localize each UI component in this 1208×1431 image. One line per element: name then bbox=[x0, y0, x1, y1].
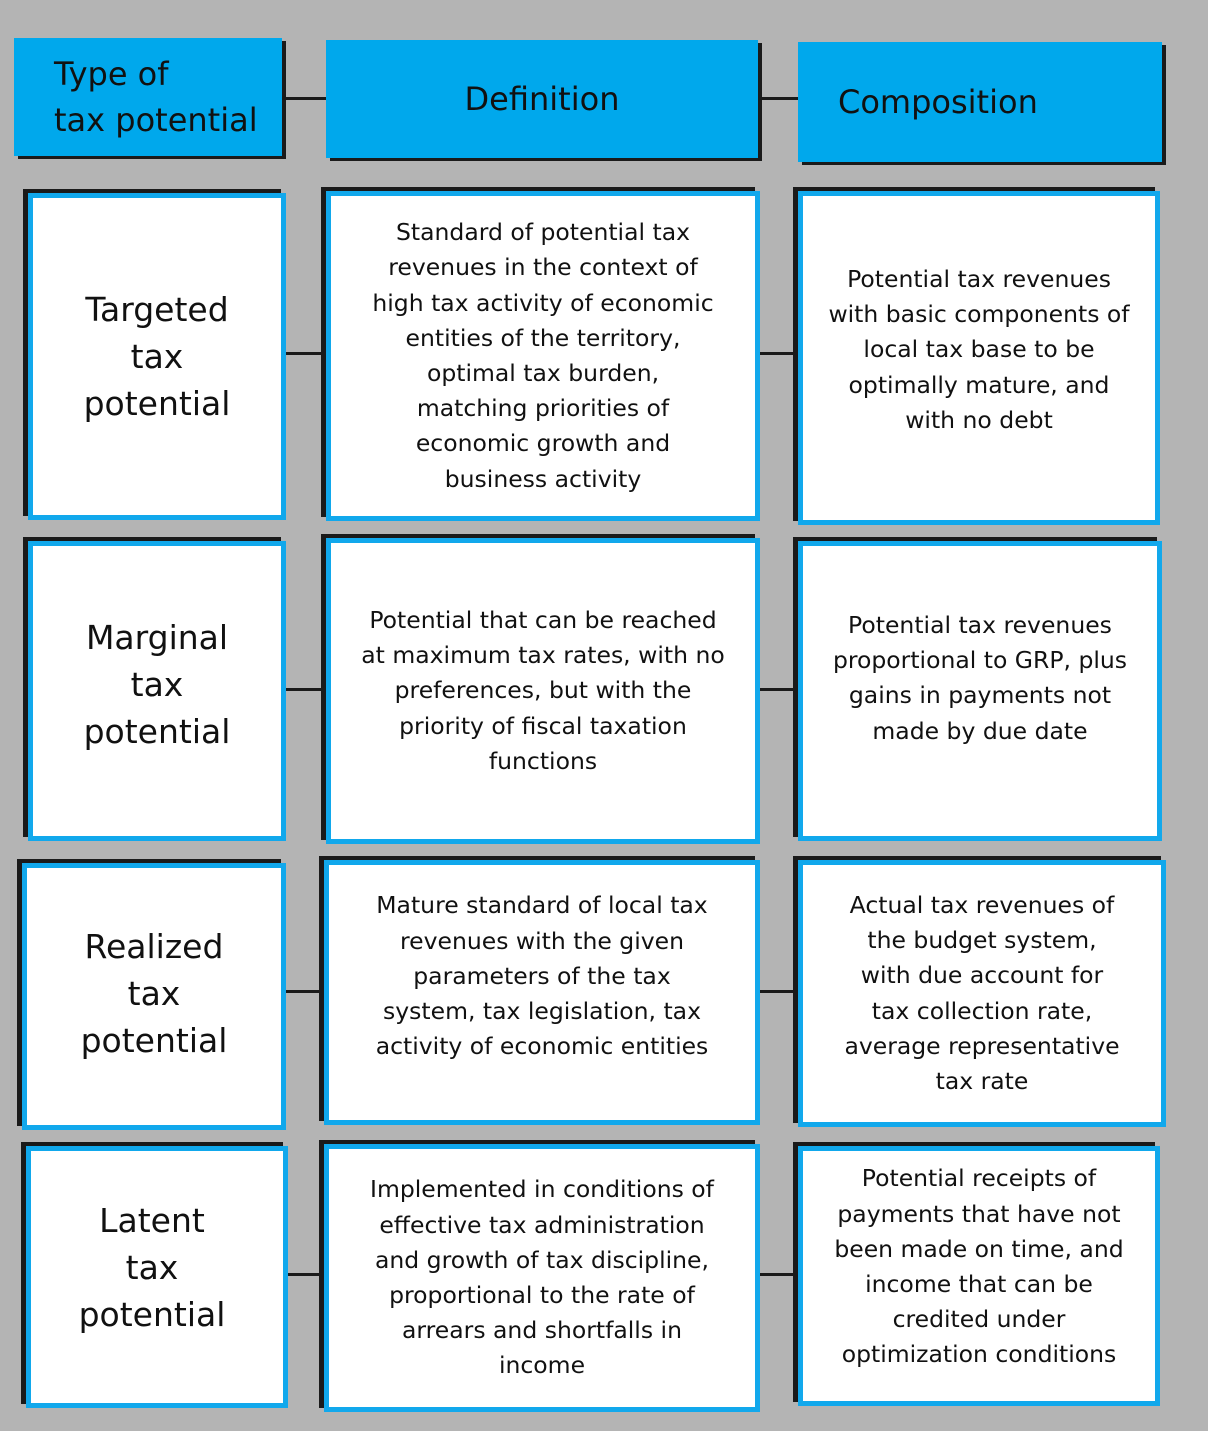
row-targeted-type bbox=[28, 193, 286, 520]
row-marginal-composition-text: Potential tax revenues proportional to GRP, plus gains in payments not made by due date bbox=[832, 611, 1128, 745]
row-marginal-type-label: Marginal tax potential bbox=[83, 617, 231, 751]
row-targeted-composition-text: Potential tax revenues with basic components of local tax base to be optimally mature, and with no debt bbox=[828, 265, 1130, 434]
row-realized-type bbox=[22, 863, 286, 1130]
row-latent-connector-2 bbox=[760, 1273, 798, 1276]
header-connector-1 bbox=[282, 97, 326, 100]
row-marginal-connector-1 bbox=[286, 688, 326, 691]
row-latent-definition-text: Implemented in conditions of effective tax administration and growth of tax discipline, proportional to the rate of arrears and shortfalls in income bbox=[370, 1175, 714, 1380]
header-composition-label: Composition bbox=[838, 83, 1038, 121]
row-realized-type-label: Realized tax potential bbox=[80, 927, 228, 1060]
header-type-label: Type of tax potential bbox=[54, 55, 258, 139]
row-marginal-composition bbox=[798, 541, 1162, 841]
header-definition-label: Definition bbox=[464, 80, 620, 118]
row-realized-connector-1 bbox=[286, 990, 326, 993]
row-latent-definition bbox=[324, 1144, 760, 1412]
header-type-of-tax-potential bbox=[14, 38, 282, 156]
row-targeted-definition bbox=[326, 191, 760, 521]
row-latent-type-label: Latent tax potential bbox=[78, 1200, 226, 1334]
row-realized-definition bbox=[324, 860, 760, 1125]
header-connector-2 bbox=[758, 97, 798, 100]
row-latent-composition bbox=[798, 1146, 1160, 1406]
header-composition bbox=[798, 42, 1162, 162]
row-latent-composition-text: Potential receipts of payments that have not been made on time, and income that can be credited under optimization conditions bbox=[834, 1164, 1124, 1369]
row-marginal-type bbox=[28, 541, 286, 841]
row-targeted-definition-text: Standard of potential tax revenues in the context of high tax activity of economic entities of the territory, optimal tax burden, matching priorities of economic growth and business activity bbox=[372, 218, 714, 493]
row-marginal-definition-text: Potential that can be reached at maximum tax rates, with no preferences, but with the priority of fiscal taxation functions bbox=[361, 605, 725, 775]
row-targeted-composition bbox=[798, 191, 1160, 525]
row-realized-connector-2 bbox=[760, 990, 798, 993]
row-realized-composition bbox=[798, 860, 1166, 1127]
row-latent-type bbox=[26, 1146, 288, 1408]
header-definition bbox=[326, 40, 758, 158]
row-marginal-definition bbox=[326, 538, 760, 844]
row-latent-connector-1 bbox=[288, 1273, 326, 1276]
row-targeted-connector-2 bbox=[760, 352, 798, 355]
row-marginal-connector-2 bbox=[760, 688, 798, 691]
row-realized-definition-text: Mature standard of local tax revenues with the given parameters of the tax system, tax legislation, tax activity of economic entities bbox=[375, 891, 709, 1061]
row-targeted-connector-1 bbox=[286, 352, 326, 355]
row-realized-composition-text: Actual tax revenues of the budget system, with due account for tax collection rate, average representative tax rate bbox=[844, 890, 1120, 1095]
row-targeted-type-label: Targeted tax potential bbox=[83, 290, 231, 423]
